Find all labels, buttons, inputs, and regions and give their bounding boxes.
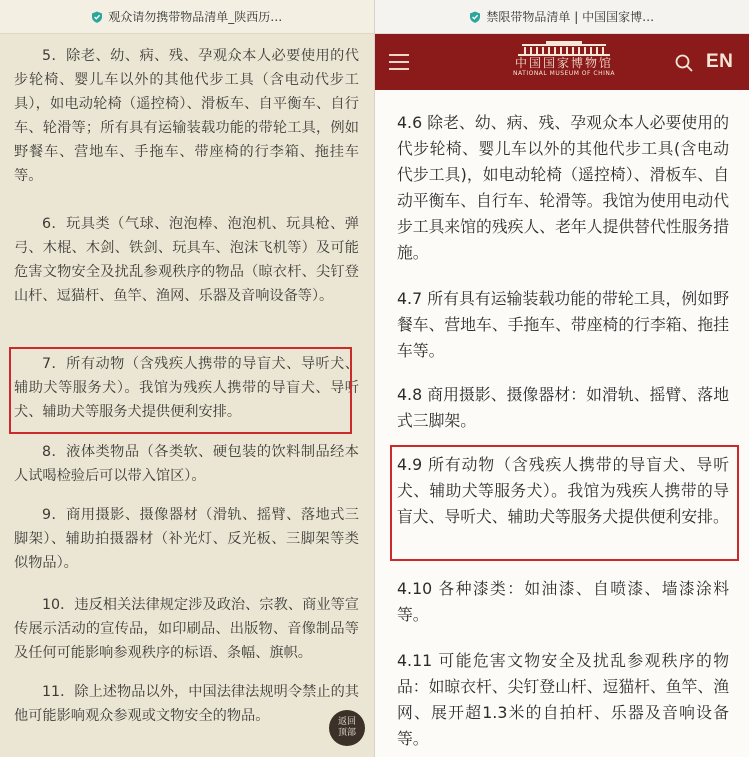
right-tab-bar[interactable] (375, 0, 749, 34)
right-rule-4-7: 4.7 所有具有运输装载功能的带轮工具，例如野餐车、营地车、手拖车、带座椅的行李箱、拖挂车等。 (397, 289, 729, 360)
left-rule-8: 8．液体类物品（各类软、硬包装的饮料制品经本人试喝检验后可以带入馆区）。 (14, 444, 359, 484)
back-to-top-label-1: 返回 (337, 717, 356, 727)
left-rule-6: 6．玩具类（气球、泡泡棒、泡泡机、玩具枪、弹弓、木棍、木剑、铁剑、玩具车、泡沫飞机等）及可能危害文物安全及扰乱参观秩序的物品（晾衣杆、尖钉登山杆、逗猫杆、鱼竿、渔网、乐器及音响设备等）。 (14, 216, 359, 304)
museum-building-logo (516, 40, 612, 57)
left-rule-10: 10．违反相关法律规定涉及政治、宗教、商业等宣传展示活动的宣传品，如印刷品、出版物、音像制品等及任何可能影响参观秩序的标语、条幅、旗帜。 (14, 597, 359, 661)
left-tab-title: 观众请勿携带物品清单_陕西历… (108, 10, 283, 24)
logo-chinese-name: 中国国家博物馆 (514, 56, 613, 70)
left-pane (0, 0, 374, 757)
right-rule-4-6: 4.6 除老、幼、病、残、孕观众本人必要使用的代步轮椅、婴儿车以外的其他代步工具(含电动代步工具)，如电动轮椅（遥控椅）、滑板车、自动平衡车、自行车、轮滑等。我馆为使用电动代步工具来馆的残疾人、老年人提供替代性服务措施。 (397, 113, 729, 262)
museum-logo[interactable] (499, 40, 629, 86)
hamburger-menu-icon[interactable] (389, 54, 409, 70)
search-icon[interactable] (675, 54, 693, 72)
right-tab-title: 禁限带物品清单 | 中国国家博… (486, 10, 655, 24)
right-rule-4-10: 4.10 各种漆类：如油漆、自喷漆、墙漆涂料等。 (397, 579, 729, 624)
left-tab-bar[interactable] (0, 0, 374, 34)
left-rule-9: 9．商用摄影、摄像器材（滑轨、摇臂、落地式三脚架）、辅助拍摄器材（补光灯、反光板、三脚架等类似物品）。 (14, 507, 359, 571)
left-highlight-box (9, 347, 352, 434)
back-to-top-label-2: 顶部 (337, 728, 356, 738)
shield-check-icon (91, 11, 103, 23)
shield-check-icon (469, 11, 481, 23)
left-rule-5: 5．除老、幼、病、残、孕观众本人必要使用的代步轮椅、婴儿车以外的其他代步工具（含电动代步工具），如电动轮椅（遥控椅）、滑板车、自平衡车、自行车、轮滑等；所有具有运输装载功能的带轮工具，例如野餐车、营地车、手拖车、带座椅的行李箱、拖挂车等。 (14, 48, 359, 184)
language-en-button[interactable]: EN (706, 51, 734, 72)
right-rule-4-9: 4.9 所有动物（含残疾人携带的导盲犬、导听犬、辅助犬等服务犬）。我馆为残疾人携带的导盲犬、导听犬、辅助犬等服务犬提供便利安排。 (397, 455, 729, 526)
right-highlight-box (390, 445, 739, 561)
right-rule-4-11: 4.11 可能危害文物安全及扰乱参观秩序的物品：如晾衣杆、尖钉登山杆、逗猫杆、鱼竿、渔网、展开超1.3米的自拍杆、乐器及音响设备等。 (397, 651, 729, 748)
left-rule-11: 11．除上述物品以外，中国法律法规明令禁止的其他可能影响观众参观或文物安全的物品。 (14, 684, 359, 724)
back-to-top-button[interactable] (329, 710, 365, 746)
museum-header (375, 34, 749, 90)
logo-english-name: NATIONAL MUSEUM OF CHINA (513, 70, 615, 77)
left-rule-7: 7．所有动物（含残疾人携带的导盲犬、导听犬、辅助犬等服务犬）。我馆为残疾人携带的导盲犬、导听犬、辅助犬等服务犬提供便利安排。 (14, 356, 359, 420)
right-rule-4-8: 4.8 商用摄影、摄像器材：如滑轨、摇臂、落地式三脚架。 (397, 385, 729, 430)
